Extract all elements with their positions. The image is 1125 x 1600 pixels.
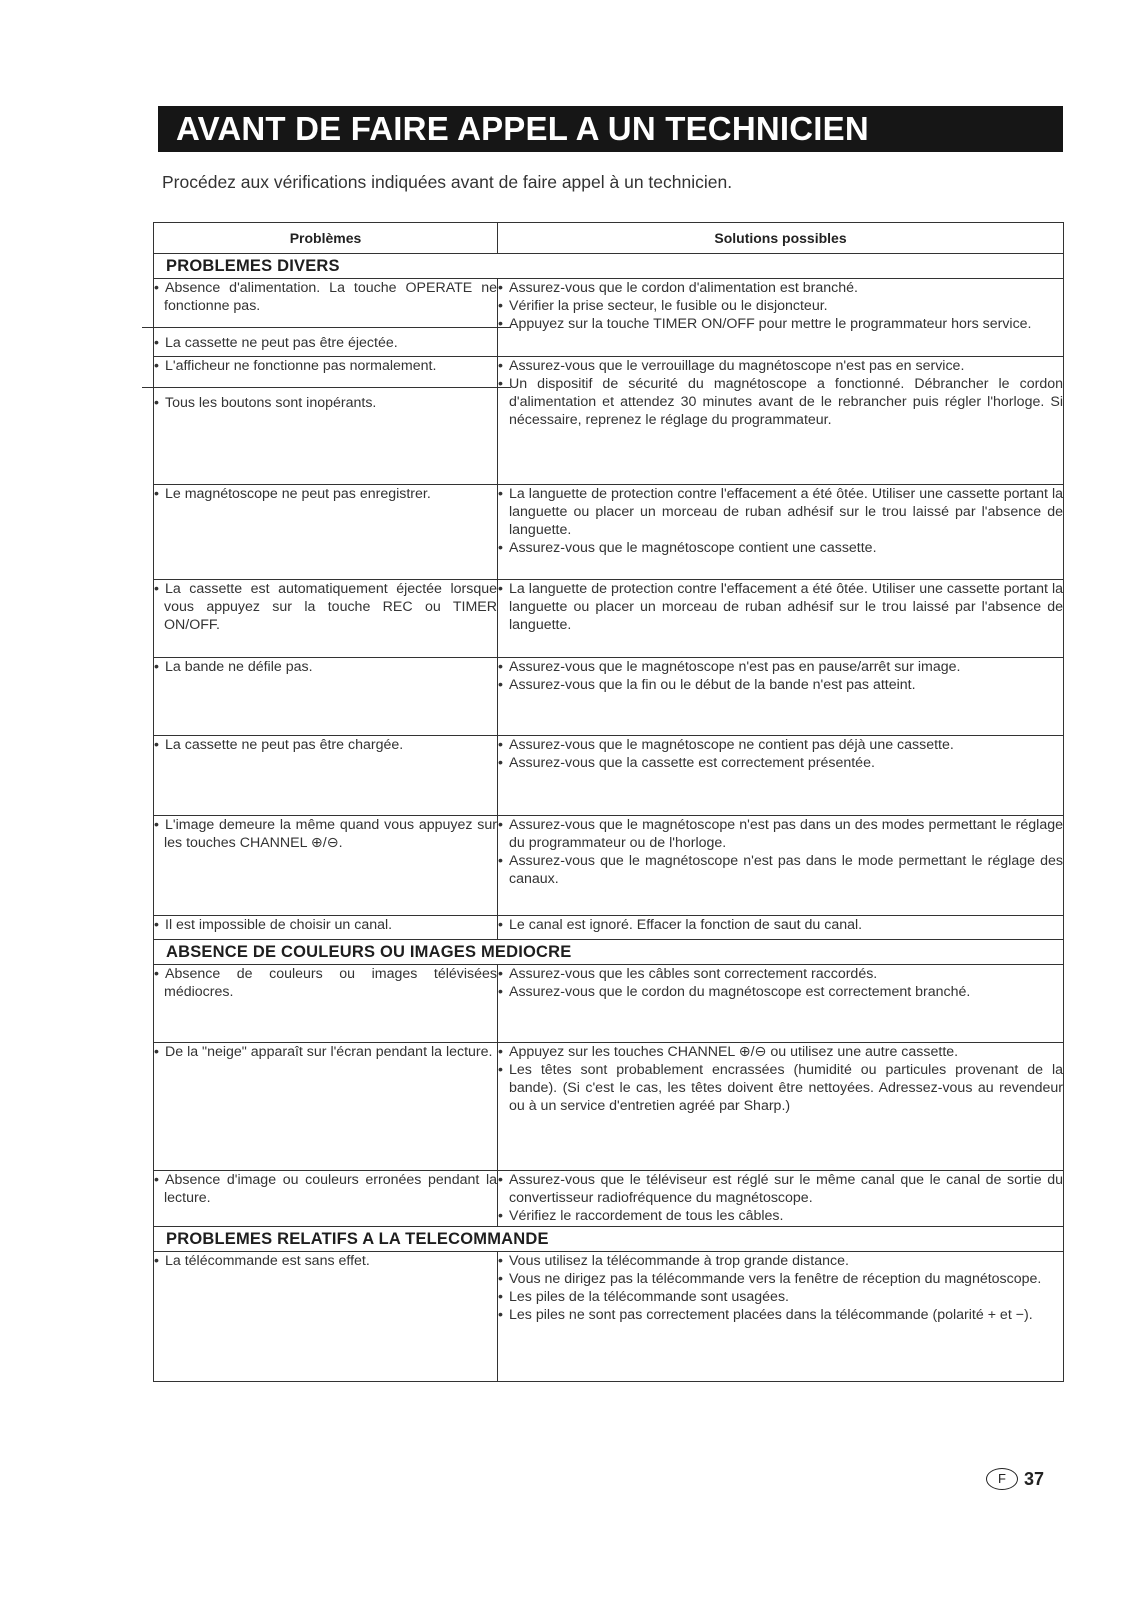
problem-cell [154, 916, 498, 940]
problem-item [154, 916, 497, 934]
solution-item [498, 580, 1063, 634]
table-row [154, 1043, 1064, 1171]
bullet-icon: • [498, 659, 503, 675]
problem-item [154, 658, 497, 676]
bullet-icon: • [498, 1289, 503, 1305]
problem-text: La bande ne défile pas. [165, 659, 313, 675]
bullet-icon: • [498, 817, 503, 833]
problem-text: La télécommande est sans effet. [165, 1253, 370, 1269]
solution-text: Les têtes sont probablement encrassées (humidité ou particules provenant de la bande). (Si c'est le cas, les têtes doivent être nettoyées. Adressez-vous au revendeur ou à un service d'entretien agréé par Sharp.) [509, 1062, 1063, 1114]
solution-item [498, 539, 1063, 557]
bullet-icon: • [498, 316, 503, 332]
solution-cell [498, 485, 1064, 580]
table-row [154, 485, 1064, 580]
problem-divider [142, 387, 511, 388]
solution-text: Assurez-vous que les câbles sont correctement raccordés. [509, 966, 878, 982]
table-body [154, 254, 1064, 1382]
section-title: PROBLEMES DIVERS [154, 254, 1064, 279]
solution-cell [498, 736, 1064, 816]
bullet-icon: • [498, 1044, 503, 1060]
problem-text: Tous les boutons sont inopérants. [165, 395, 377, 411]
problem-cell [154, 736, 498, 816]
problem-cell [154, 1043, 498, 1171]
solution-text: Assurez-vous que le cordon d'alimentation est branché. [509, 280, 858, 296]
problem-text: La cassette ne peut pas être éjectée. [165, 335, 398, 351]
solution-text: Appuyez sur les touches CHANNEL ⊕/⊖ ou utilisez une autre cassette. [509, 1044, 959, 1060]
bullet-icon: • [498, 737, 503, 753]
solution-text: Assurez-vous que le magnétoscope n'est pas en pause/arrêt sur image. [509, 659, 961, 675]
bullet-icon: • [154, 1044, 159, 1060]
solution-text: Assurez-vous que la cassette est correctement présentée. [509, 755, 875, 771]
solution-cell [498, 965, 1064, 1043]
bullet-icon: • [154, 486, 159, 502]
solution-text: Le canal est ignoré. Effacer la fonction de saut du canal. [509, 917, 863, 933]
bullet-icon: • [154, 737, 159, 753]
solution-item [498, 916, 1063, 934]
problem-item [154, 485, 497, 503]
bullet-icon: • [154, 335, 159, 351]
bullet-icon: • [498, 1208, 503, 1224]
problem-item [154, 1171, 497, 1207]
problem-text: Absence d'image ou couleurs erronées pendant la lecture. [164, 1172, 497, 1206]
bullet-icon: • [154, 817, 159, 833]
bullet-icon: • [498, 1271, 503, 1287]
section-title: ABSENCE DE COULEURS OU IMAGES MEDIOCRE [154, 940, 1064, 965]
solution-item [498, 754, 1063, 772]
solution-text: Assurez-vous que le téléviseur est réglé sur le même canal que le canal de sortie du convertisseur radiofréquence du magnétoscope. [509, 1172, 1063, 1206]
header-solutions: Solutions possibles [498, 223, 1064, 254]
table-row [154, 580, 1064, 658]
solution-cell [498, 357, 1064, 485]
solution-text: Vérifier la prise secteur, le fusible ou le disjoncteur. [509, 298, 828, 314]
solution-cell [498, 816, 1064, 916]
solution-text: Assurez-vous que le cordon du magnétoscope est correctement branché. [509, 984, 971, 1000]
solution-text: La languette de protection contre l'effacement a été ôtée. Utiliser une cassette portant la languette ou placer un morceau de ruban adhésif sur le trou laissé par l'absence de languette. [509, 486, 1063, 538]
problem-cell [154, 1171, 498, 1227]
table-row [154, 816, 1064, 916]
solution-cell [498, 279, 1064, 357]
solution-item [498, 658, 1063, 676]
bullet-icon: • [498, 966, 503, 982]
solution-item [498, 1270, 1063, 1288]
solution-cell [498, 916, 1064, 940]
problem-text: L'image demeure la même quand vous appuyez sur les touches CHANNEL ⊕/⊖. [164, 817, 497, 851]
table-row [154, 965, 1064, 1043]
solution-text: Les piles de la télécommande sont usagées. [509, 1289, 789, 1305]
solution-cell [498, 580, 1064, 658]
solution-cell [498, 1171, 1064, 1227]
problem-item [154, 1252, 497, 1270]
solution-item [498, 676, 1063, 694]
problem-cell [154, 1252, 498, 1382]
solution-text: Assurez-vous que le magnétoscope n'est pas dans un des modes permettant le réglage du programmateur ou de l'horloge. [509, 817, 1063, 851]
solution-text: Assurez-vous que le magnétoscope ne contient pas déjà une cassette. [509, 737, 954, 753]
bullet-icon: • [498, 540, 503, 556]
bullet-icon: • [498, 677, 503, 693]
table-row [154, 658, 1064, 736]
solution-item [498, 816, 1063, 852]
bullet-icon: • [498, 358, 503, 374]
solution-item [498, 1306, 1063, 1324]
bullet-icon: • [154, 1253, 159, 1269]
solution-text: Assurez-vous que le magnétoscope n'est pas dans le mode permettant le réglage des canaux. [509, 853, 1063, 887]
problem-cell [154, 580, 498, 658]
solution-item [498, 1043, 1063, 1061]
troubleshooting-table [153, 222, 1064, 1382]
bullet-icon: • [154, 358, 159, 374]
solution-item [498, 965, 1063, 983]
table-row [154, 916, 1064, 940]
bullet-icon: • [498, 1253, 503, 1269]
solution-text: Vérifiez le raccordement de tous les câbles. [509, 1208, 784, 1224]
bullet-icon: • [498, 984, 503, 1000]
bullet-icon: • [154, 966, 159, 982]
solution-text: La languette de protection contre l'effacement a été ôtée. Utiliser une cassette portant la languette ou placer un morceau de ruban adhésif sur le trou laissé par l'absence de languette. [509, 581, 1063, 633]
intro-text: Procédez aux vérifications indiquées avant de faire appel à un technicien. [162, 172, 733, 192]
table-row [154, 279, 1064, 357]
problem-text: Absence de couleurs ou images télévisées médiocres. [164, 966, 497, 1000]
language-badge: F [986, 1468, 1018, 1490]
bullet-icon: • [498, 280, 503, 296]
solution-text: Assurez-vous que le magnétoscope contient une cassette. [509, 540, 877, 556]
bullet-icon: • [154, 581, 159, 597]
solution-item [498, 852, 1063, 888]
bullet-icon: • [498, 376, 503, 392]
solution-cell [498, 1043, 1064, 1171]
header-problems: Problèmes [154, 223, 498, 254]
table-row [154, 357, 1064, 485]
solution-item [498, 983, 1063, 1001]
bullet-icon: • [498, 1062, 503, 1078]
solution-item [498, 736, 1063, 754]
section-row [154, 940, 1064, 965]
page-footer [986, 1468, 1066, 1498]
solution-text: Appuyez sur la touche TIMER ON/OFF pour mettre le programmateur hors service. [509, 316, 1032, 332]
problem-cell [154, 965, 498, 1043]
solution-item [498, 315, 1063, 333]
problem-item [154, 334, 497, 352]
problem-text: Il est impossible de choisir un canal. [165, 917, 393, 933]
bullet-icon: • [498, 581, 503, 597]
problem-item [154, 965, 497, 1001]
problem-item [154, 816, 497, 852]
problem-text: De la "neige" apparaît sur l'écran pendant la lecture. [165, 1044, 493, 1060]
problem-cell [154, 816, 498, 916]
problem-cell [154, 357, 498, 485]
problem-item [154, 279, 497, 315]
bullet-icon: • [498, 1172, 503, 1188]
problem-item [154, 1043, 497, 1061]
bullet-icon: • [498, 486, 503, 502]
bullet-icon: • [498, 917, 503, 933]
section-row [154, 254, 1064, 279]
page-number: 37 [1024, 1468, 1045, 1489]
solution-text: Assurez-vous que la fin ou le début de la bande n'est pas atteint. [509, 677, 916, 693]
problem-text: La cassette est automatiquement éjectée lorsque vous appuyez sur la touche REC ou TIMER ON/OFF. [164, 581, 497, 633]
problem-item [154, 580, 497, 634]
problem-cell [154, 279, 498, 357]
page-title: AVANT DE FAIRE APPEL A UN TECHNICIEN [158, 106, 1063, 152]
solution-text: Vous ne dirigez pas la télécommande vers la fenêtre de réception du magnétoscope. [509, 1271, 1042, 1287]
bullet-icon: • [154, 917, 159, 933]
section-row [154, 1227, 1064, 1252]
problem-item [154, 736, 497, 754]
table-row [154, 1171, 1064, 1227]
solution-text: Vous utilisez la télécommande à trop grande distance. [509, 1253, 849, 1269]
problem-text: La cassette ne peut pas être chargée. [165, 737, 404, 753]
solution-item [498, 375, 1063, 429]
bullet-icon: • [498, 1307, 503, 1323]
solution-item [498, 279, 1063, 297]
problem-divider [142, 327, 511, 328]
problem-cell [154, 658, 498, 736]
problem-cell [154, 485, 498, 580]
table-header-row [154, 223, 1064, 254]
problem-text: Le magnétoscope ne peut pas enregistrer. [165, 486, 431, 502]
solution-item [498, 1171, 1063, 1207]
table-row [154, 1252, 1064, 1382]
problem-item [154, 394, 497, 412]
problem-text: L'afficheur ne fonctionne pas normalement. [165, 358, 437, 374]
bullet-icon: • [154, 659, 159, 675]
solution-item [498, 1288, 1063, 1306]
solution-text: Les piles ne sont pas correctement placées dans la télécommande (polarité + et −). [509, 1307, 1033, 1323]
solution-text: Assurez-vous que le verrouillage du magnétoscope n'est pas en service. [509, 358, 965, 374]
bullet-icon: • [498, 298, 503, 314]
bullet-icon: • [154, 1172, 159, 1188]
bullet-icon: • [498, 755, 503, 771]
problem-item [154, 357, 497, 375]
table-row [154, 736, 1064, 816]
solution-text: Un dispositif de sécurité du magnétoscope a fonctionné. Débrancher le cordon d'alimentation et attendez 30 minutes avant de le rebrancher puis régler l'horloge. Si nécessaire, reprenez le réglage du programmateur. [509, 376, 1063, 428]
solution-cell [498, 1252, 1064, 1382]
solution-item [498, 357, 1063, 375]
solution-cell [498, 658, 1064, 736]
bullet-icon: • [498, 853, 503, 869]
solution-item [498, 297, 1063, 315]
problem-text: Absence d'alimentation. La touche OPERATE ne fonctionne pas. [164, 280, 497, 314]
solution-item [498, 1252, 1063, 1270]
bullet-icon: • [154, 395, 159, 411]
section-title: PROBLEMES RELATIFS A LA TELECOMMANDE [154, 1227, 1064, 1252]
solution-item [498, 485, 1063, 539]
solution-item [498, 1207, 1063, 1225]
bullet-icon: • [154, 280, 159, 296]
solution-item [498, 1061, 1063, 1115]
